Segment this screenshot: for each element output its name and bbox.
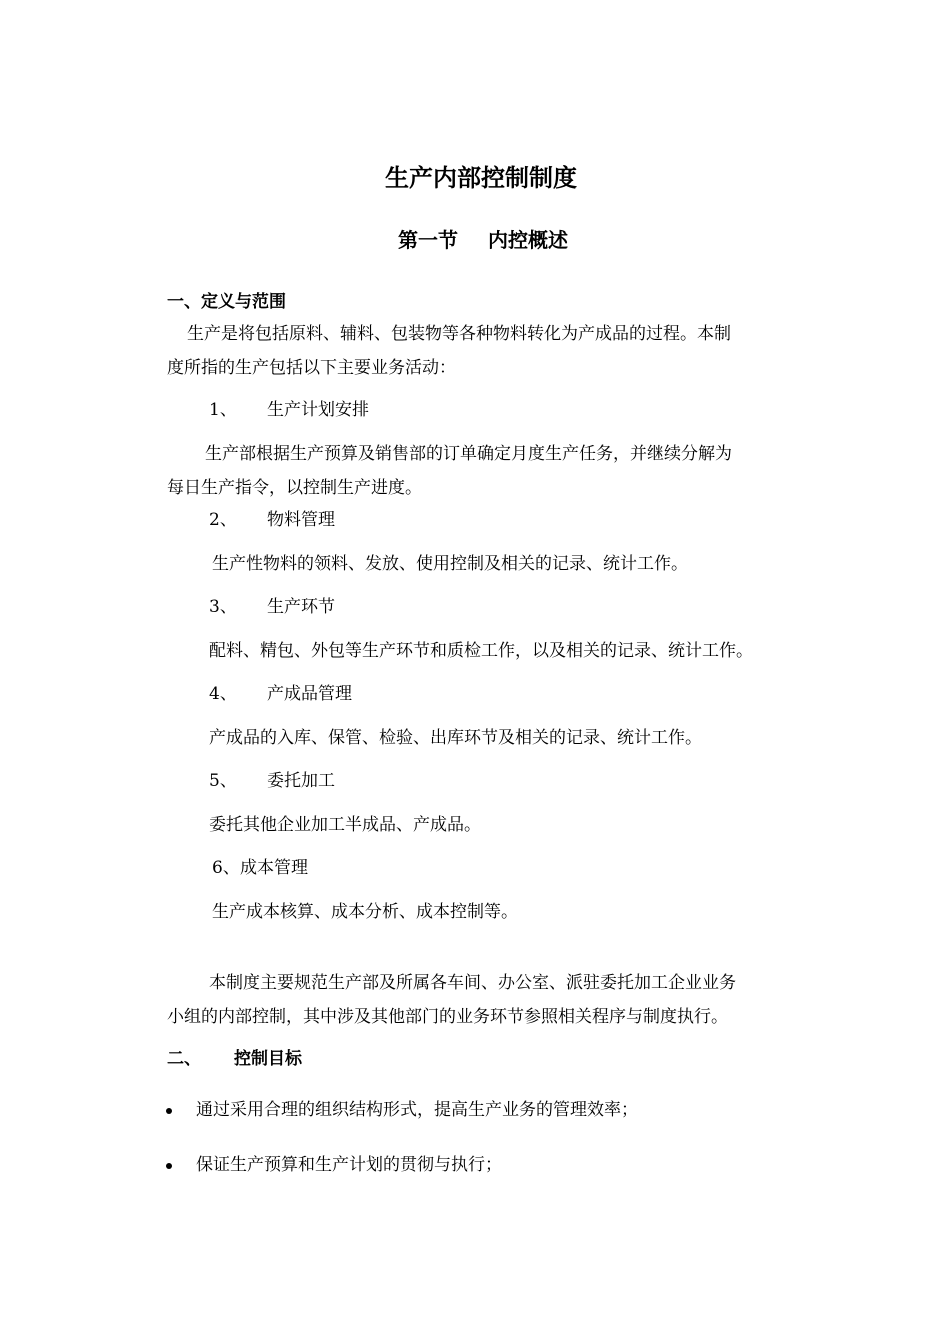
item-description: 生产性物料的领料、发放、使用控制及相关的记录、统计工作。 [212, 554, 688, 574]
intro-line-2: 度所指的生产包括以下主要业务活动： [167, 358, 456, 378]
section-number: 第一节 [398, 228, 458, 252]
item-label: 生产环节 [267, 597, 335, 617]
item-label: 产成品管理 [267, 684, 352, 704]
item-description: 生产部根据生产预算及销售部的订单确定月度生产任务，并继续分解为 [205, 444, 732, 464]
bullet-text: 保证生产预算和生产计划的贯彻与执行； [196, 1155, 502, 1175]
item-number: 5、 [209, 771, 237, 791]
item-number: 6、 [212, 858, 240, 878]
item-number: 1、 [209, 400, 237, 420]
document-title: 生产内部控制制度 [385, 164, 577, 192]
part1-heading: 一、定义与范围 [167, 292, 286, 312]
scope-line-1: 本制度主要规范生产部及所属各车间、办公室、派驻委托加工企业业务 [209, 973, 736, 993]
bullet-icon [166, 1108, 172, 1114]
item-label: 物料管理 [267, 510, 335, 530]
part2-heading: 控制目标 [234, 1049, 302, 1069]
item-description: 配料、精包、外包等生产环节和质检工作，以及相关的记录、统计工作。 [209, 641, 753, 661]
item-number: 4、 [209, 684, 237, 704]
item-description: 生产成本核算、成本分析、成本控制等。 [212, 902, 518, 922]
item-description-continued: 每日生产指令，以控制生产进度。 [167, 478, 422, 498]
bullet-text: 通过采用合理的组织结构形式，提高生产业务的管理效率； [196, 1100, 638, 1120]
part2-number: 二、 [167, 1049, 201, 1069]
section-name: 内控概述 [488, 228, 568, 252]
item-label: 委托加工 [267, 771, 335, 791]
scope-line-2: 小组的内部控制，其中涉及其他部门的业务环节参照相关程序与制度执行。 [167, 1007, 728, 1027]
item-number: 2、 [209, 510, 237, 530]
item-description: 产成品的入库、保管、检验、出库环节及相关的记录、统计工作。 [209, 728, 702, 748]
intro-line-1: 生产是将包括原料、辅料、包装物等各种物料转化为产成品的过程。本制 [187, 324, 731, 344]
bullet-icon [166, 1163, 172, 1169]
item-number: 3、 [209, 597, 237, 617]
item-description: 委托其他企业加工半成品、产成品。 [209, 815, 481, 835]
item-label: 生产计划安排 [267, 400, 369, 420]
item-label: 成本管理 [240, 858, 308, 878]
